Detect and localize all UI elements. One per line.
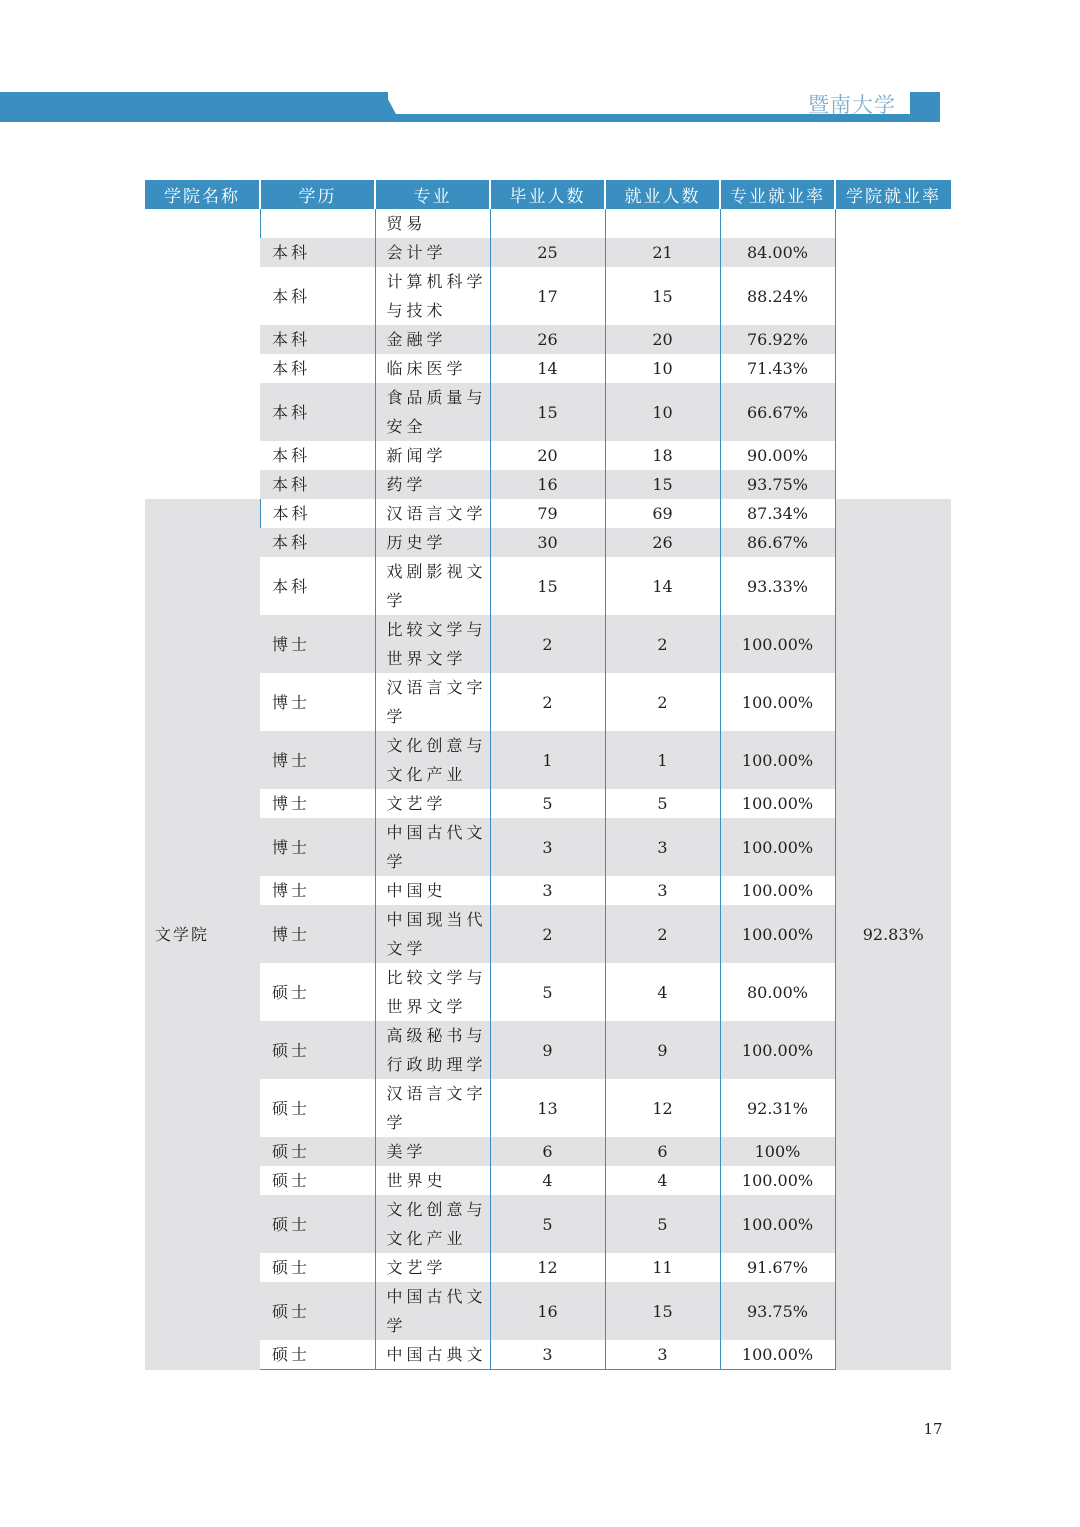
college-name-cell bbox=[145, 209, 260, 499]
degree-cell: 博士 bbox=[260, 731, 375, 789]
employed-cell: 26 bbox=[605, 528, 720, 557]
degree-cell: 博士 bbox=[260, 615, 375, 673]
employed-cell: 4 bbox=[605, 1166, 720, 1195]
major-rate-cell: 100.00% bbox=[720, 1195, 835, 1253]
graduates-cell: 16 bbox=[490, 470, 605, 499]
degree-cell: 硕士 bbox=[260, 1195, 375, 1253]
college-rate-cell bbox=[835, 209, 951, 499]
degree-cell: 博士 bbox=[260, 905, 375, 963]
graduates-cell: 2 bbox=[490, 615, 605, 673]
degree-cell: 本科 bbox=[260, 383, 375, 441]
table-row bbox=[145, 557, 951, 615]
graduates-cell: 16 bbox=[490, 1282, 605, 1340]
table-row bbox=[145, 499, 951, 528]
major-rate-cell: 90.00% bbox=[720, 441, 835, 470]
employed-cell: 5 bbox=[605, 1195, 720, 1253]
degree-cell bbox=[260, 209, 375, 238]
major-rate-cell: 100.00% bbox=[720, 1166, 835, 1195]
major-cell: 中国史 bbox=[375, 876, 490, 905]
major-cell: 金融学 bbox=[375, 325, 490, 354]
table-row bbox=[145, 615, 951, 673]
major-cell: 汉语言文字 学 bbox=[375, 673, 490, 731]
major-cell: 新闻学 bbox=[375, 441, 490, 470]
table-row bbox=[145, 1166, 951, 1195]
college-rate-cell: 92.83% bbox=[835, 499, 951, 1370]
major-rate-cell: 84.00% bbox=[720, 238, 835, 267]
major-cell: 比较文学与 世界文学 bbox=[375, 963, 490, 1021]
major-cell: 文艺学 bbox=[375, 1253, 490, 1282]
employed-cell: 11 bbox=[605, 1253, 720, 1282]
degree-cell: 本科 bbox=[260, 267, 375, 325]
major-rate-cell: 93.75% bbox=[720, 1282, 835, 1340]
major-cell: 临床医学 bbox=[375, 354, 490, 383]
graduates-cell: 2 bbox=[490, 673, 605, 731]
degree-cell: 硕士 bbox=[260, 963, 375, 1021]
table-row bbox=[145, 383, 951, 441]
employed-cell: 6 bbox=[605, 1137, 720, 1166]
employed-cell: 10 bbox=[605, 383, 720, 441]
major-rate-cell: 100.00% bbox=[720, 1340, 835, 1370]
table-row bbox=[145, 818, 951, 876]
graduates-cell: 15 bbox=[490, 383, 605, 441]
degree-cell: 硕士 bbox=[260, 1021, 375, 1079]
graduates-cell: 3 bbox=[490, 1340, 605, 1370]
degree-cell: 本科 bbox=[260, 528, 375, 557]
degree-cell: 本科 bbox=[260, 470, 375, 499]
major-cell: 汉语言文字 学 bbox=[375, 1079, 490, 1137]
degree-cell: 本科 bbox=[260, 499, 375, 528]
degree-cell: 本科 bbox=[260, 441, 375, 470]
column-header: 学历 bbox=[260, 180, 375, 209]
major-rate-cell: 100.00% bbox=[720, 673, 835, 731]
table-row bbox=[145, 731, 951, 789]
major-rate-cell bbox=[720, 209, 835, 238]
graduates-cell: 20 bbox=[490, 441, 605, 470]
column-header: 学院名称 bbox=[145, 180, 260, 209]
table-row bbox=[145, 325, 951, 354]
table-row bbox=[145, 470, 951, 499]
major-rate-cell: 100% bbox=[720, 1137, 835, 1166]
major-rate-cell: 92.31% bbox=[720, 1079, 835, 1137]
table-row bbox=[145, 441, 951, 470]
page-number: 17 bbox=[923, 1420, 943, 1438]
employed-cell: 2 bbox=[605, 615, 720, 673]
graduates-cell: 25 bbox=[490, 238, 605, 267]
table-row bbox=[145, 1253, 951, 1282]
major-rate-cell: 76.92% bbox=[720, 325, 835, 354]
graduates-cell: 30 bbox=[490, 528, 605, 557]
major-rate-cell: 87.34% bbox=[720, 499, 835, 528]
degree-cell: 本科 bbox=[260, 354, 375, 383]
degree-cell: 硕士 bbox=[260, 1137, 375, 1166]
table-header-row bbox=[145, 180, 951, 209]
table-row bbox=[145, 905, 951, 963]
major-rate-cell: 100.00% bbox=[720, 876, 835, 905]
table-row bbox=[145, 1195, 951, 1253]
graduates-cell: 9 bbox=[490, 1021, 605, 1079]
table-row bbox=[145, 267, 951, 325]
major-rate-cell: 66.67% bbox=[720, 383, 835, 441]
table-row bbox=[145, 1137, 951, 1166]
major-cell: 药学 bbox=[375, 470, 490, 499]
major-rate-cell: 80.00% bbox=[720, 963, 835, 1021]
graduates-cell: 2 bbox=[490, 905, 605, 963]
employed-cell: 2 bbox=[605, 673, 720, 731]
table-row bbox=[145, 354, 951, 383]
major-cell: 戏剧影视文 学 bbox=[375, 557, 490, 615]
degree-cell: 本科 bbox=[260, 238, 375, 267]
major-cell: 历史学 bbox=[375, 528, 490, 557]
major-rate-cell: 100.00% bbox=[720, 731, 835, 789]
column-header: 专业就业率 bbox=[720, 180, 835, 209]
employed-cell: 9 bbox=[605, 1021, 720, 1079]
employed-cell: 3 bbox=[605, 1340, 720, 1370]
degree-cell: 硕士 bbox=[260, 1253, 375, 1282]
major-rate-cell: 93.75% bbox=[720, 470, 835, 499]
major-rate-cell: 100.00% bbox=[720, 905, 835, 963]
employed-cell: 3 bbox=[605, 818, 720, 876]
major-cell: 高级秘书与 行政助理学 bbox=[375, 1021, 490, 1079]
major-cell: 比较文学与 世界文学 bbox=[375, 615, 490, 673]
table-row bbox=[145, 1079, 951, 1137]
graduates-cell: 5 bbox=[490, 789, 605, 818]
graduates-cell: 12 bbox=[490, 1253, 605, 1282]
employed-cell: 69 bbox=[605, 499, 720, 528]
employed-cell: 1 bbox=[605, 731, 720, 789]
major-cell: 计算机科学 与技术 bbox=[375, 267, 490, 325]
table-row bbox=[145, 876, 951, 905]
table-row bbox=[145, 673, 951, 731]
graduates-cell: 79 bbox=[490, 499, 605, 528]
employed-cell: 5 bbox=[605, 789, 720, 818]
major-cell: 中国古代文 学 bbox=[375, 1282, 490, 1340]
graduates-cell: 5 bbox=[490, 963, 605, 1021]
employed-cell: 14 bbox=[605, 557, 720, 615]
major-rate-cell: 100.00% bbox=[720, 1021, 835, 1079]
graduates-cell: 1 bbox=[490, 731, 605, 789]
table-row bbox=[145, 1282, 951, 1340]
graduates-cell: 3 bbox=[490, 818, 605, 876]
graduates-cell: 5 bbox=[490, 1195, 605, 1253]
header-stripes-decoration bbox=[262, 92, 402, 122]
employment-table bbox=[145, 180, 951, 1370]
major-cell: 汉语言文学 bbox=[375, 499, 490, 528]
degree-cell: 本科 bbox=[260, 557, 375, 615]
table-row bbox=[145, 209, 951, 238]
employed-cell: 4 bbox=[605, 963, 720, 1021]
employed-cell: 10 bbox=[605, 354, 720, 383]
employed-cell: 21 bbox=[605, 238, 720, 267]
major-rate-cell: 100.00% bbox=[720, 789, 835, 818]
employed-cell: 2 bbox=[605, 905, 720, 963]
major-cell: 中国现当代 文学 bbox=[375, 905, 490, 963]
table-body bbox=[145, 209, 951, 1370]
column-header: 就业人数 bbox=[605, 180, 720, 209]
header-university-name: 暨南大学 bbox=[808, 93, 896, 117]
degree-cell: 硕士 bbox=[260, 1340, 375, 1370]
major-cell: 文化创意与 文化产业 bbox=[375, 1195, 490, 1253]
employed-cell: 20 bbox=[605, 325, 720, 354]
employed-cell: 15 bbox=[605, 470, 720, 499]
employed-cell: 3 bbox=[605, 876, 720, 905]
employed-cell: 15 bbox=[605, 267, 720, 325]
graduates-cell: 26 bbox=[490, 325, 605, 354]
major-cell: 美学 bbox=[375, 1137, 490, 1166]
major-rate-cell: 91.67% bbox=[720, 1253, 835, 1282]
graduates-cell: 4 bbox=[490, 1166, 605, 1195]
degree-cell: 博士 bbox=[260, 876, 375, 905]
major-rate-cell: 88.24% bbox=[720, 267, 835, 325]
employed-cell: 15 bbox=[605, 1282, 720, 1340]
table-row bbox=[145, 789, 951, 818]
degree-cell: 本科 bbox=[260, 325, 375, 354]
major-cell: 食品质量与 安全 bbox=[375, 383, 490, 441]
major-cell: 文艺学 bbox=[375, 789, 490, 818]
major-cell: 中国古典文 bbox=[375, 1340, 490, 1370]
major-rate-cell: 86.67% bbox=[720, 528, 835, 557]
degree-cell: 硕士 bbox=[260, 1282, 375, 1340]
major-cell: 贸易 bbox=[375, 209, 490, 238]
graduates-cell bbox=[490, 209, 605, 238]
major-rate-cell: 100.00% bbox=[720, 615, 835, 673]
column-header: 专业 bbox=[375, 180, 490, 209]
column-header: 学院就业率 bbox=[835, 180, 951, 209]
degree-cell: 硕士 bbox=[260, 1166, 375, 1195]
major-cell: 会计学 bbox=[375, 238, 490, 267]
table-row bbox=[145, 1021, 951, 1079]
graduates-cell: 17 bbox=[490, 267, 605, 325]
header-end-block bbox=[910, 92, 940, 122]
degree-cell: 硕士 bbox=[260, 1079, 375, 1137]
major-cell: 文化创意与 文化产业 bbox=[375, 731, 490, 789]
major-rate-cell: 93.33% bbox=[720, 557, 835, 615]
degree-cell: 博士 bbox=[260, 818, 375, 876]
major-rate-cell: 71.43% bbox=[720, 354, 835, 383]
graduates-cell: 3 bbox=[490, 876, 605, 905]
graduates-cell: 14 bbox=[490, 354, 605, 383]
graduates-cell: 6 bbox=[490, 1137, 605, 1166]
major-rate-cell: 100.00% bbox=[720, 818, 835, 876]
degree-cell: 博士 bbox=[260, 789, 375, 818]
table-row bbox=[145, 238, 951, 267]
college-name-cell: 文学院 bbox=[145, 499, 260, 1370]
table-row bbox=[145, 963, 951, 1021]
major-cell: 世界史 bbox=[375, 1166, 490, 1195]
employed-cell: 12 bbox=[605, 1079, 720, 1137]
graduates-cell: 13 bbox=[490, 1079, 605, 1137]
major-cell: 中国古代文 学 bbox=[375, 818, 490, 876]
degree-cell: 博士 bbox=[260, 673, 375, 731]
table-row bbox=[145, 1340, 951, 1370]
employed-cell bbox=[605, 209, 720, 238]
table-row bbox=[145, 528, 951, 557]
column-header: 毕业人数 bbox=[490, 180, 605, 209]
graduates-cell: 15 bbox=[490, 557, 605, 615]
employed-cell: 18 bbox=[605, 441, 720, 470]
